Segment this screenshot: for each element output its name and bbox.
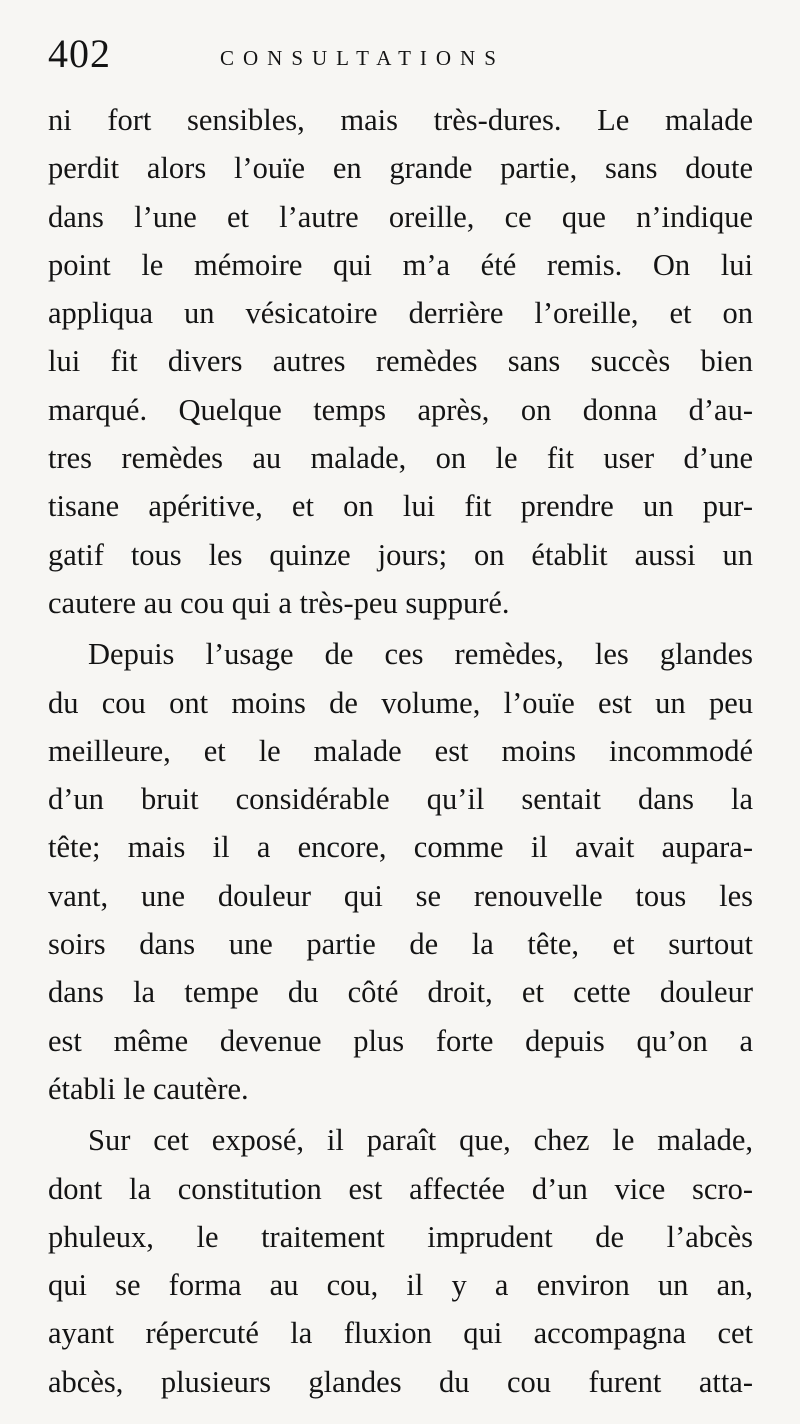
text-line: dans l’une et l’autre oreille, ce que n’indique: [48, 199, 753, 234]
text-line: du cou ont moins de volume, l’ouïe est un peu: [48, 685, 753, 720]
text-line: est même devenue plus forte depuis qu’on a: [48, 1023, 753, 1058]
text-line: abcès, plusieurs glandes du cou furent atta-: [48, 1364, 753, 1399]
text-line: Sur cet exposé, il paraît que, chez le malade,: [88, 1123, 753, 1158]
text-line: gatif tous les quinze jours; on établit aussi un: [48, 537, 753, 572]
text-line: qui se forma au cou, il y a environ un an,: [48, 1268, 753, 1303]
paragraph: [48, 96, 753, 627]
text-line: ayant répercuté la fluxion qui accompagna cet: [48, 1316, 753, 1351]
text-line: appliqua un vésicatoire derrière l’oreille, et on: [48, 296, 753, 331]
text-line: meilleure, et le malade est moins incommodé: [48, 733, 753, 768]
text-line: point le mémoire qui m’a été remis. On lui: [48, 247, 753, 282]
text-line: perdit alors l’ouïe en grande partie, sans doute: [48, 151, 753, 186]
text-line: établi le cautère.: [48, 1071, 249, 1106]
body-text: [48, 96, 753, 1406]
text-line: soirs dans une partie de la tête, et surtout: [48, 927, 753, 962]
text-line: dont la constitution est affectée d’un vice scro-: [48, 1171, 753, 1206]
text-line: tres remèdes au malade, on le fit user d’une: [48, 441, 753, 476]
paragraph: [48, 1116, 753, 1406]
text-line: dans la tempe du côté droit, et cette douleur: [48, 975, 753, 1010]
page-header: [48, 30, 748, 90]
text-line: lui fit divers autres remèdes sans succès bien: [48, 344, 753, 379]
text-line: vant, une douleur qui se renouvelle tous les: [48, 878, 753, 913]
text-line: tête; mais il a encore, comme il avait aupara-: [48, 830, 753, 865]
text-line: marqué. Quelque temps après, on donna d’au-: [48, 392, 753, 427]
text-line: cautere au cou qui a très-peu suppuré.: [48, 585, 510, 620]
page-number: 402: [48, 31, 111, 76]
text-line: ni fort sensibles, mais très-dures. Le malade: [48, 103, 753, 137]
text-line: tisane apéritive, et on lui fit prendre un pur-: [48, 489, 753, 524]
text-line: Depuis l’usage de ces remèdes, les glandes: [88, 637, 753, 672]
running-title: CONSULTATIONS: [220, 46, 505, 70]
paragraph: [48, 630, 753, 1113]
text-line: phuleux, le traitement imprudent de l’abcès: [48, 1219, 753, 1254]
text-line: d’un bruit considérable qu’il sentait dans la: [48, 782, 753, 817]
